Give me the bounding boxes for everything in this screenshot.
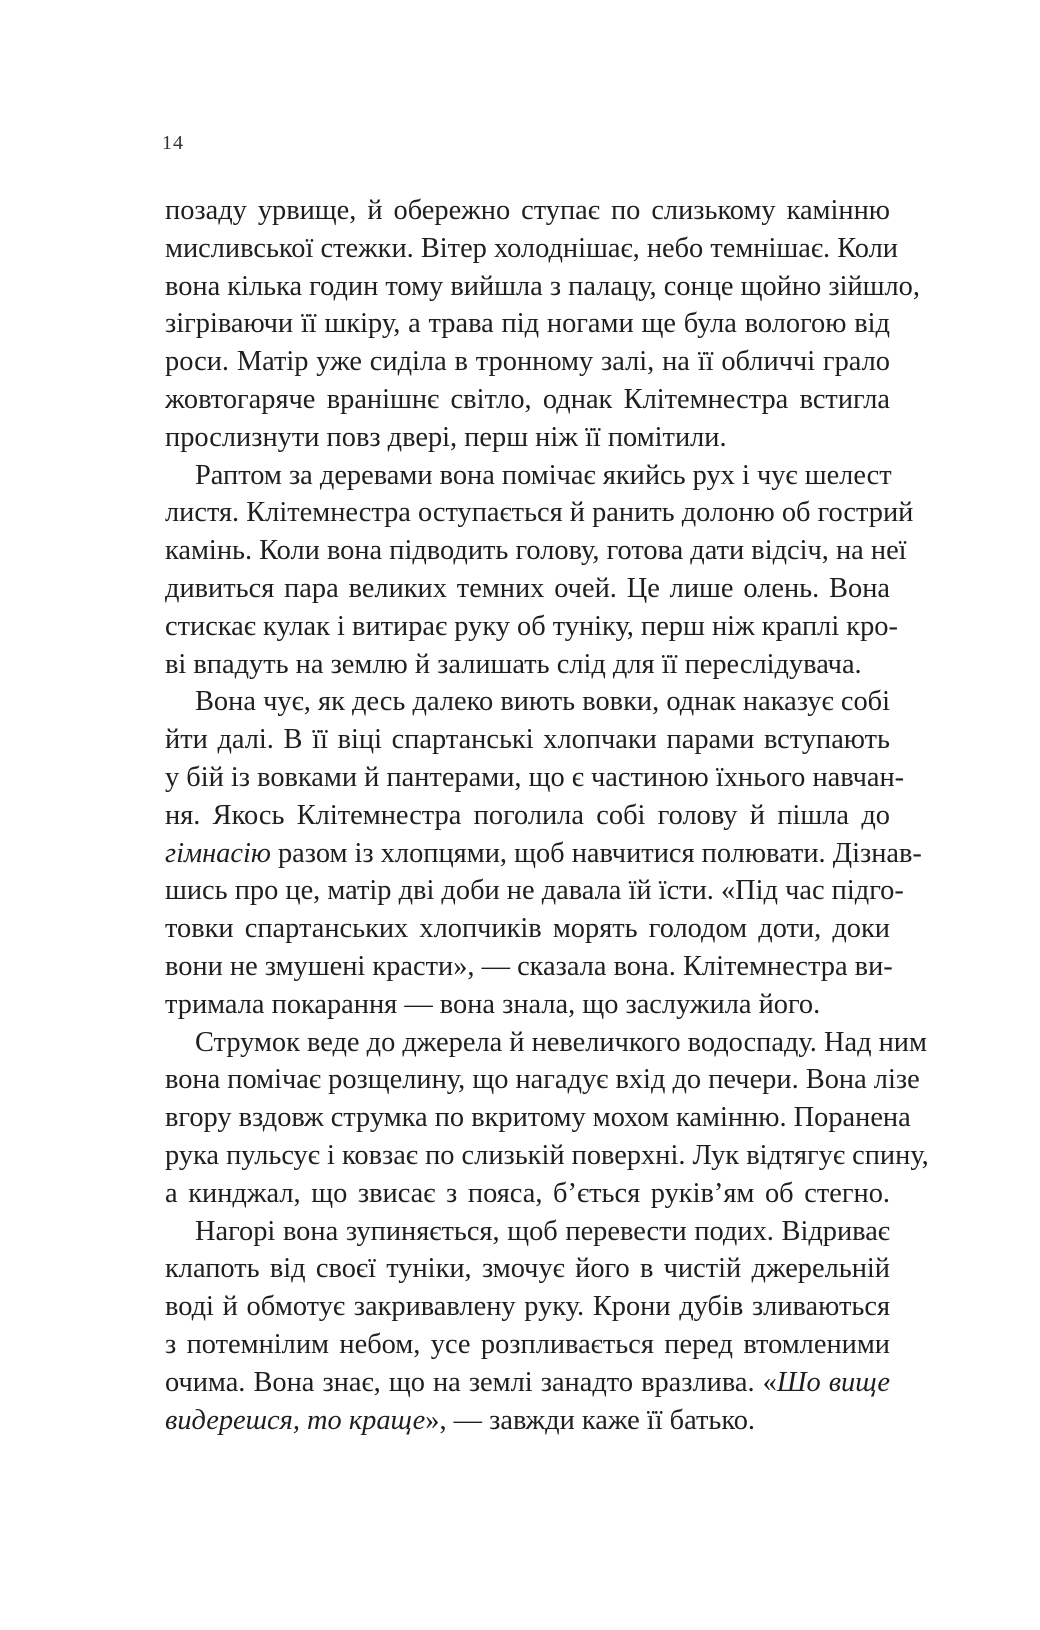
text-line: вгору вздовж струмка по вкритому мохом камінню. Поранена <box>165 1102 911 1134</box>
italic-term: Шо вище <box>776 1366 890 1398</box>
italic-term: видерешся, то краще <box>165 1404 426 1436</box>
text-line: ня. Якось Клітемнестра поголила собі голову й пішла до <box>165 799 890 831</box>
text-line: рука пульсує і ковзає по слизькій поверхні. Лук відтягує спину, <box>165 1139 929 1171</box>
page-number: 14 <box>162 132 184 154</box>
text-line: вони не змушені красти», — сказала вона. Клітемнестра ви- <box>165 950 893 982</box>
text-line: стискає кулак і витирає руку об туніку, перш ніж краплі кро- <box>165 610 898 642</box>
text-line: Нагорі вона зупиняється, щоб перевести подих. Відриває <box>195 1215 890 1247</box>
text-line: камінь. Коли вона підводить голову, готова дати відсіч, на неї <box>165 535 907 567</box>
text-line: Вона чує, як десь далеко виють вовки, однак наказує собі <box>195 686 890 718</box>
text-line: очима. Вона знає, що на землі занадто вразлива. «Шо вище <box>165 1366 890 1398</box>
text-line: прослизнути повз двері, перш ніж її помітили. <box>165 421 727 453</box>
paragraph <box>165 683 922 1023</box>
text-line: а кинджал, що звисає з пояса, б’ється руків’ям об стегно. <box>165 1177 890 1209</box>
text-line: дивиться пара великих темних очей. Це лише олень. Вона <box>165 572 890 604</box>
text-line: листя. Клітемнестра оступається й ранить долоню об гострий <box>165 497 914 529</box>
paragraph <box>165 192 920 457</box>
text-line: Раптом за деревами вона помічає якийсь рух і чує шелест <box>195 459 892 491</box>
text-line: воді й обмотує закривавлену руку. Крони дубів зливаються <box>165 1291 890 1323</box>
text-line: позаду урвище, й обережно ступає по слизькому камінню <box>165 195 890 226</box>
text-line: мисливської стежки. Вітер холоднішає, небо темнішає. Коли <box>165 232 898 264</box>
text-line: у бій із вовками й пантерами, що є частиною їхнього навчан- <box>165 761 905 793</box>
text-line: Струмок веде до джерела й невеличкого водоспаду. Над ним <box>195 1026 927 1058</box>
body-text <box>165 192 929 1439</box>
text-line: клапоть від своєї туніки, змочує його в чистій джерельній <box>165 1253 890 1285</box>
text-line: шись про це, матір дві доби не давала їй їсти. «Під час підго- <box>165 875 904 907</box>
italic-term: гімнасію <box>165 837 271 869</box>
text-line: роси. Матір уже сиділа в тронному залі, на її обличчі грало <box>165 346 890 378</box>
text-line: товки спартанських хлопчиків морять голодом доти, доки <box>165 913 890 945</box>
paragraph <box>165 457 914 684</box>
text-line: йти далі. В її віці спартанські хлопчаки парами вступають <box>165 724 890 756</box>
text-line: вона кілька годин тому вийшла з палацу, сонце щойно зійшло, <box>165 270 920 302</box>
text-line: вона помічає розщелину, що нагадує вхід до печери. Вона лізе <box>165 1064 920 1096</box>
text-line: гімнасію разом із хлопцями, щоб навчитися полювати. Дізнав- <box>165 837 922 869</box>
paragraph <box>165 1024 929 1213</box>
text-line: тримала покарання — вона знала, що заслужила його. <box>165 988 821 1020</box>
text-line: з потемнілим небом, усе розпливається перед втомленими <box>165 1328 890 1360</box>
text-line: ві впадуть на землю й залишать слід для її переслідувача. <box>165 648 862 680</box>
text-line: видерешся, то краще», — завжди каже її батько. <box>165 1404 755 1436</box>
text-line: жовтогаряче вранішнє світло, однак Клітемнестра встигла <box>165 383 890 415</box>
paragraph <box>165 1213 890 1440</box>
text-line: зігріваючи її шкіру, а трава під ногами ще була вологою від <box>165 308 890 340</box>
